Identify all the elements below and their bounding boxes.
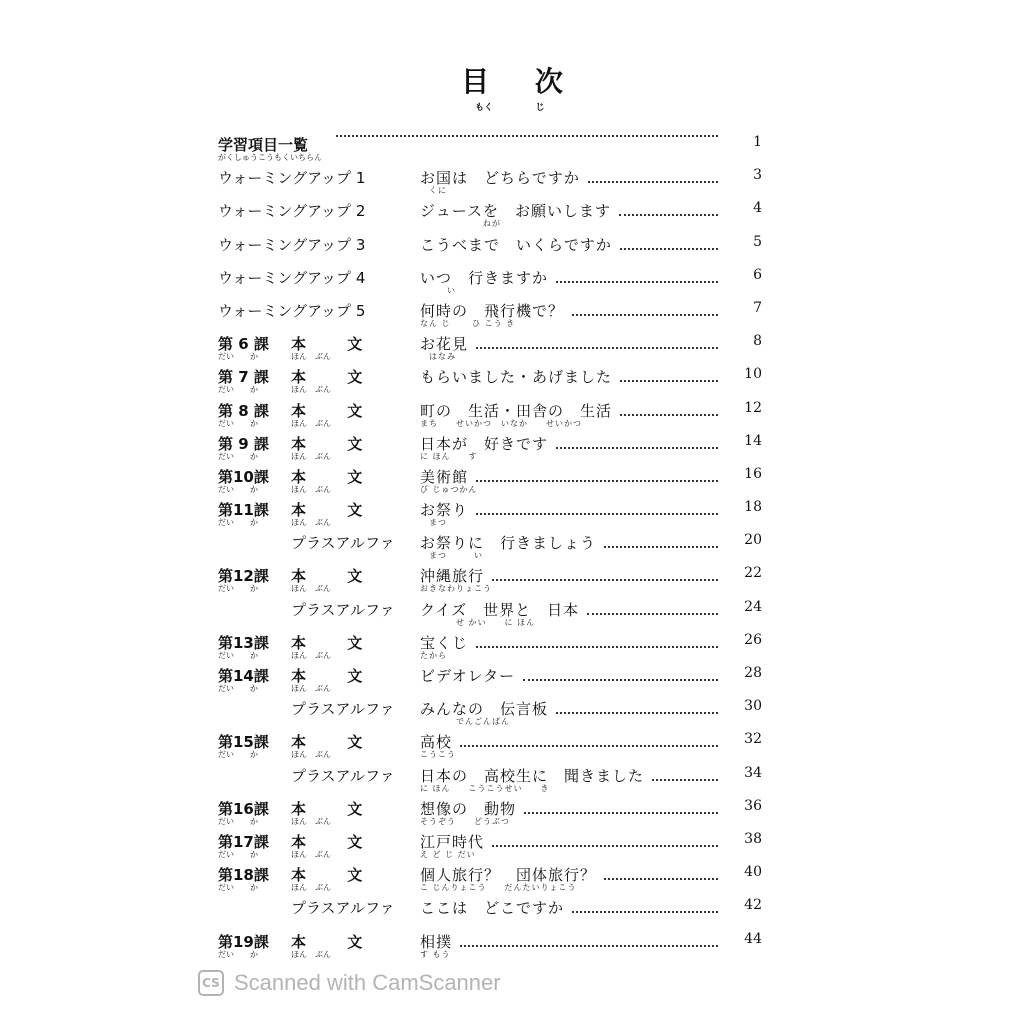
lesson-number-ruby: だい か xyxy=(218,650,258,660)
main-text-label-ruby: ほん ぶん xyxy=(291,451,331,461)
lesson-title-ruby: に ほん す xyxy=(420,451,478,461)
main-text-label-ruby: ほん ぶん xyxy=(291,584,331,594)
lesson-title-ruby: す もう xyxy=(420,949,451,959)
table-of-contents xyxy=(218,130,762,960)
page-number: 7 xyxy=(753,299,762,316)
plus-alpha-label: プラスアルファ xyxy=(291,766,395,785)
lesson-title-ruby: たから xyxy=(420,650,447,660)
toc-title-line xyxy=(420,665,724,686)
toc-row[interactable] xyxy=(218,761,762,794)
toc-row[interactable] xyxy=(218,727,762,760)
lesson-number-ruby: だい か xyxy=(218,849,258,859)
toc-title-line xyxy=(420,234,724,255)
lesson-number: 第 7 課 xyxy=(218,368,269,387)
lesson-number-ruby: だい か xyxy=(218,949,258,959)
toc-row[interactable] xyxy=(218,794,762,827)
lesson-title-ruby: くに xyxy=(420,186,447,196)
lesson-number: 第13課 xyxy=(218,633,269,652)
page-title-ruby xyxy=(0,100,1024,113)
leader-dots xyxy=(460,744,718,747)
plus-alpha-label: プラスアルファ xyxy=(291,700,395,719)
page-number: 30 xyxy=(744,698,762,715)
lesson-title: いつ 行きますか xyxy=(420,268,549,287)
toc-title-line xyxy=(420,167,724,188)
lesson-title: 沖縄旅行 xyxy=(420,567,485,586)
lesson-title: クイズ 世界と 日本 xyxy=(420,600,580,619)
leader-dots xyxy=(492,844,718,847)
lesson-number: 第19課 xyxy=(218,932,269,951)
lesson-number: 第18課 xyxy=(218,866,269,885)
lesson-number: 第12課 xyxy=(218,567,269,586)
lesson-title: 日本の 高校生に 聞きました xyxy=(420,766,645,785)
camscanner-logo-icon: CS xyxy=(198,970,224,996)
lesson-title: 日本が 好きです xyxy=(420,434,549,453)
toc-row[interactable] xyxy=(218,628,762,661)
lesson-title-ruby: まつ い xyxy=(420,551,483,561)
lesson-number: 第 8 課 xyxy=(218,401,269,420)
toc-row[interactable] xyxy=(218,827,762,860)
title-ruby-ji: じ xyxy=(535,103,545,113)
plus-alpha-label: プラスアルファ xyxy=(291,534,395,553)
main-text-label-ruby: ほん ぶん xyxy=(291,816,331,826)
leader-dots xyxy=(476,479,718,482)
page-number: 38 xyxy=(744,830,762,847)
lesson-title-ruby: こ じんりょこう だんたいりょこう xyxy=(420,883,577,893)
main-text-label: 本 文 xyxy=(291,434,381,453)
toc-row[interactable] xyxy=(218,561,762,594)
page-number: 10 xyxy=(744,366,762,383)
toc-title-line xyxy=(420,632,724,653)
main-text-label-ruby: ほん ぶん xyxy=(291,418,331,428)
main-text-label-ruby: ほん ぶん xyxy=(291,650,331,660)
toc-row[interactable] xyxy=(218,130,762,163)
lesson-title: 美術館 xyxy=(420,467,469,486)
lesson-title: お花見 xyxy=(420,335,469,354)
toc-row[interactable] xyxy=(218,661,762,694)
page-number: 16 xyxy=(744,465,762,482)
lesson-title: 想像の 動物 xyxy=(420,799,517,818)
watermark-text: Scanned with CamScanner xyxy=(234,970,501,995)
main-text-label: 本 文 xyxy=(291,667,381,685)
page-number: 32 xyxy=(744,731,762,748)
lesson-number-ruby: だい か xyxy=(218,684,258,693)
lesson-title: 町の 生活・田舎の 生活 xyxy=(420,401,613,420)
lesson-number-ruby: だい か xyxy=(218,816,258,826)
lesson-title-ruby: はなみ xyxy=(420,352,456,362)
main-text-label: 本 文 xyxy=(291,567,381,586)
toc-row[interactable] xyxy=(218,196,762,229)
toc-row[interactable] xyxy=(218,263,762,296)
page-number: 20 xyxy=(744,532,762,549)
lesson-number: 第16課 xyxy=(218,799,269,818)
main-text-label-ruby: ほん ぶん xyxy=(291,849,331,859)
lesson-title: 個人旅行？ 団体旅行？ xyxy=(420,866,597,885)
main-text-label: 本 文 xyxy=(291,501,381,520)
toc-row[interactable] xyxy=(218,893,762,926)
page-number: 8 xyxy=(753,333,762,350)
toc-title-line xyxy=(420,267,724,288)
toc-row[interactable] xyxy=(218,694,762,727)
leader-dots xyxy=(620,247,718,250)
lesson-number-ruby: だい か xyxy=(218,584,258,594)
toc-title-line xyxy=(420,366,724,387)
lesson-number: 第11課 xyxy=(218,501,269,520)
plus-alpha-label: プラスアルファ xyxy=(291,899,395,918)
lesson-number-ruby: だい か xyxy=(218,451,258,461)
leader-dots xyxy=(476,645,718,648)
lesson-title: 高校 xyxy=(420,733,453,752)
page-number: 3 xyxy=(753,167,762,184)
lesson-title-ruby: え ど じ だい xyxy=(420,849,476,859)
leader-dots xyxy=(604,877,718,880)
page-number: 5 xyxy=(753,233,762,250)
lesson-title: 宝くじ xyxy=(420,633,469,652)
main-text-label: 本 文 xyxy=(291,866,381,885)
lesson-number: 第 9 課 xyxy=(218,434,269,453)
page-number: 24 xyxy=(744,598,762,615)
toc-entry-label: ウォーミングアップ 5 xyxy=(218,301,366,320)
leader-dots xyxy=(524,811,718,814)
page-number: 28 xyxy=(744,665,762,681)
title-ruby-moku: もく xyxy=(474,103,493,113)
main-text-label-ruby: ほん ぶん xyxy=(291,750,331,760)
lesson-title: お国は どちらですか xyxy=(420,169,580,188)
toc-row[interactable] xyxy=(218,396,762,429)
lesson-number-ruby: だい か xyxy=(218,883,258,893)
leader-dots xyxy=(523,678,718,681)
lesson-title-ruby: ねが xyxy=(420,219,501,229)
lesson-title-ruby: なん じ ひ こう き xyxy=(420,318,516,328)
lesson-title-ruby: こうこう xyxy=(420,750,456,760)
lesson-number: 第14課 xyxy=(218,667,269,685)
toc-row[interactable] xyxy=(218,595,762,628)
toc-row[interactable] xyxy=(218,362,762,395)
lesson-number: 第10課 xyxy=(218,467,269,486)
main-text-label-ruby: ほん ぶん xyxy=(291,684,331,693)
page-number: 22 xyxy=(744,565,762,582)
page-number: 42 xyxy=(744,897,762,914)
page-number: 36 xyxy=(744,797,762,814)
toc-entry-label: 学習項目一覧 xyxy=(218,136,309,154)
main-text-label: 本 文 xyxy=(291,401,381,420)
toc-title-line xyxy=(328,134,724,141)
lesson-title-ruby: まつ xyxy=(420,518,447,528)
leader-dots xyxy=(620,379,718,382)
toc-title-line xyxy=(420,897,724,918)
leader-dots xyxy=(492,578,718,581)
lesson-number: 第 6 課 xyxy=(218,335,269,354)
toc-row[interactable] xyxy=(218,163,762,196)
toc-row[interactable] xyxy=(218,296,762,329)
toc-title-line xyxy=(420,931,724,952)
main-text-label-ruby: ほん ぶん xyxy=(291,518,331,528)
lesson-title: お祭り xyxy=(420,501,469,520)
main-text-label: 本 文 xyxy=(291,368,381,387)
lesson-title-ruby: まち せいかつ いなか せいかつ xyxy=(420,418,582,428)
lesson-title: ビデオレター xyxy=(420,667,516,685)
main-text-label-ruby: ほん ぶん xyxy=(291,385,331,395)
lesson-title-ruby: び じゅつかん xyxy=(420,484,478,494)
lesson-number: 第15課 xyxy=(218,733,269,752)
page-title: 目 次 xyxy=(461,65,581,98)
page-number: 12 xyxy=(744,399,762,416)
plus-alpha-label: プラスアルファ xyxy=(291,600,395,619)
page-number: 34 xyxy=(744,764,762,781)
page-number: 6 xyxy=(753,266,762,283)
leader-dots xyxy=(620,413,718,416)
leader-dots xyxy=(652,778,718,781)
toc-row[interactable] xyxy=(218,495,762,528)
toc-entry-label: ウォーミングアップ 3 xyxy=(218,235,366,254)
lesson-title: みんなの 伝言板 xyxy=(420,700,549,719)
page-number: 44 xyxy=(744,930,762,947)
toc-entry-label-ruby: がくしゅうこうもくいちらん xyxy=(218,153,322,162)
lesson-number-ruby: だい か xyxy=(218,385,258,395)
toc-title-line xyxy=(420,499,724,520)
lesson-title: ジュースを お願いします xyxy=(420,202,611,221)
toc-entry-label: ウォーミングアップ 2 xyxy=(218,202,366,221)
toc-row[interactable] xyxy=(218,429,762,462)
page-number: 14 xyxy=(744,432,762,449)
lesson-title-ruby: そうぞう どうぶつ xyxy=(420,816,510,826)
lesson-title-ruby: でんごんばん xyxy=(420,717,510,727)
lesson-number-ruby: だい か xyxy=(218,418,258,428)
lesson-title-ruby: い xyxy=(420,285,456,295)
lesson-title: 何時の 飛行機で？ xyxy=(420,301,565,320)
leader-dots xyxy=(619,213,718,216)
main-text-label-ruby: ほん ぶん xyxy=(291,883,331,893)
lesson-title-ruby: せ かい に ほん xyxy=(420,617,536,627)
lesson-title: 相撲 xyxy=(420,932,453,951)
toc-row[interactable] xyxy=(218,462,762,495)
lesson-number: 第17課 xyxy=(218,832,269,851)
lesson-title: ここは どこですか xyxy=(420,899,565,918)
main-text-label: 本 文 xyxy=(291,832,381,851)
page-number: 26 xyxy=(744,631,762,648)
main-text-label: 本 文 xyxy=(291,633,381,652)
lesson-title: 江戸時代 xyxy=(420,832,485,851)
lesson-title: お祭りに 行きましょう xyxy=(420,534,597,553)
page-number: 40 xyxy=(744,864,762,881)
lesson-number-ruby: だい か xyxy=(218,352,258,362)
toc-row[interactable] xyxy=(218,230,762,263)
leader-dots xyxy=(336,134,718,137)
main-text-label: 本 文 xyxy=(291,467,381,486)
lesson-title-ruby: おきなわりょこう xyxy=(420,584,492,594)
camscanner-watermark xyxy=(198,970,501,996)
lesson-title: こうべまで いくらですか xyxy=(420,235,612,254)
lesson-title-ruby: に ほん こうこうせい き xyxy=(420,783,550,793)
page-number: 18 xyxy=(744,499,762,516)
main-text-label: 本 文 xyxy=(291,799,381,818)
leader-dots xyxy=(476,346,718,349)
lesson-number-ruby: だい か xyxy=(218,518,258,528)
lesson-title: もらいました・あげました xyxy=(420,368,613,387)
toc-row[interactable] xyxy=(218,329,762,362)
leader-dots xyxy=(572,313,718,316)
leader-dots xyxy=(604,545,718,548)
toc-title-line xyxy=(420,333,724,354)
main-text-label: 本 文 xyxy=(291,733,381,752)
lesson-number-ruby: だい か xyxy=(218,484,258,494)
main-text-label: 本 文 xyxy=(291,932,381,951)
main-text-label-ruby: ほん ぶん xyxy=(291,949,331,959)
leader-dots xyxy=(460,944,718,947)
leader-dots xyxy=(556,280,718,283)
leader-dots xyxy=(588,180,718,183)
leader-dots xyxy=(556,446,718,449)
page-number: 4 xyxy=(753,200,762,217)
toc-header xyxy=(0,60,1024,113)
leader-dots xyxy=(476,512,718,515)
main-text-label-ruby: ほん ぶん xyxy=(291,352,331,362)
toc-title-line xyxy=(420,731,724,752)
toc-row[interactable] xyxy=(218,927,762,960)
page-number: 1 xyxy=(753,134,762,150)
toc-entry-label: ウォーミングアップ 1 xyxy=(218,169,366,188)
toc-row[interactable] xyxy=(218,860,762,893)
leader-dots xyxy=(556,711,718,714)
leader-dots xyxy=(572,910,718,913)
toc-row[interactable] xyxy=(218,528,762,561)
main-text-label: 本 文 xyxy=(291,335,381,354)
lesson-number-ruby: だい か xyxy=(218,750,258,760)
leader-dots xyxy=(587,612,718,615)
toc-entry-label: ウォーミングアップ 4 xyxy=(218,268,366,287)
main-text-label-ruby: ほん ぶん xyxy=(291,484,331,494)
